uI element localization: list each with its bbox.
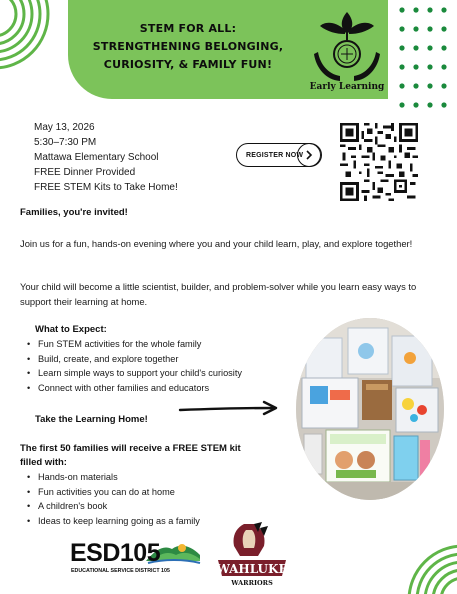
decorative-arcs-bottom-right [399,524,457,594]
register-now-button[interactable] [236,143,322,167]
title-line: STRENGTHENING BELONGING, [92,40,284,53]
expect-list [27,337,242,395]
invite-paragraph-2: Your child will become a little scientist, builder, and problem-solver while you learn easy ways to support their learning at home. [20,281,417,307]
list-item: • Fun activities you can do at home [27,485,200,500]
title-line: CURIOSITY, & FAMILY FUN! [103,58,273,71]
qr-code[interactable] [340,123,418,201]
school-subtitle: WARRIORS [231,579,273,587]
list-item: • Learn simple ways to support your child's curiosity [27,366,242,381]
decorative-dot-grid [398,6,450,110]
decorative-arcs-top-left [0,0,60,80]
kit-list [27,470,200,528]
invite-heading: Families, you're invited! [20,207,128,218]
list-item: • Fun STEM activities for the whole family [27,337,242,352]
event-kits: FREE STEM Kits to Take Home! [34,182,178,193]
esd-name: ESD105 [70,539,161,567]
list-item: • Connect with other families and educators [27,381,242,396]
wahluke-warriors-logo [214,522,290,588]
expect-heading: What to Expect: [35,324,107,335]
list-item: • Hands-on materials [27,470,200,485]
esd105-logo [68,537,204,577]
esd-subtitle: EDUCATIONAL SERVICE DISTRICT 105 [71,568,170,574]
register-label: REGISTER NOW [246,151,304,159]
kit-heading [20,442,290,470]
title-line: STEM FOR ALL: [139,22,237,35]
event-title [88,20,288,74]
event-location: Mattawa Elementary School [34,152,159,163]
school-name: WAHLUKE [216,562,288,576]
logo-text: Early Learning [309,82,385,92]
event-time: 5:30–7:30 PM [34,137,97,148]
take-home-heading: Take the Learning Home! [35,414,148,425]
kit-heading-line: filled with: [20,457,67,468]
chevron-right-icon [297,143,321,167]
kit-heading-line: The first 50 families will receive a FREE STEM kit [20,443,241,454]
event-dinner: FREE Dinner Provided [34,167,136,178]
event-details [34,120,178,195]
stem-kit-photo [296,318,444,500]
arrow-right-icon [178,400,282,418]
list-item: • Ideas to keep learning going as a family [27,514,200,529]
event-date: May 13, 2026 [34,122,95,133]
list-item: • A children's book [27,499,200,514]
invite-paragraph-1: Join us for a fun, hands-on evening where you and your child learn, play, and explore together! [20,238,413,249]
list-item: • Build, create, and explore together [27,352,242,367]
